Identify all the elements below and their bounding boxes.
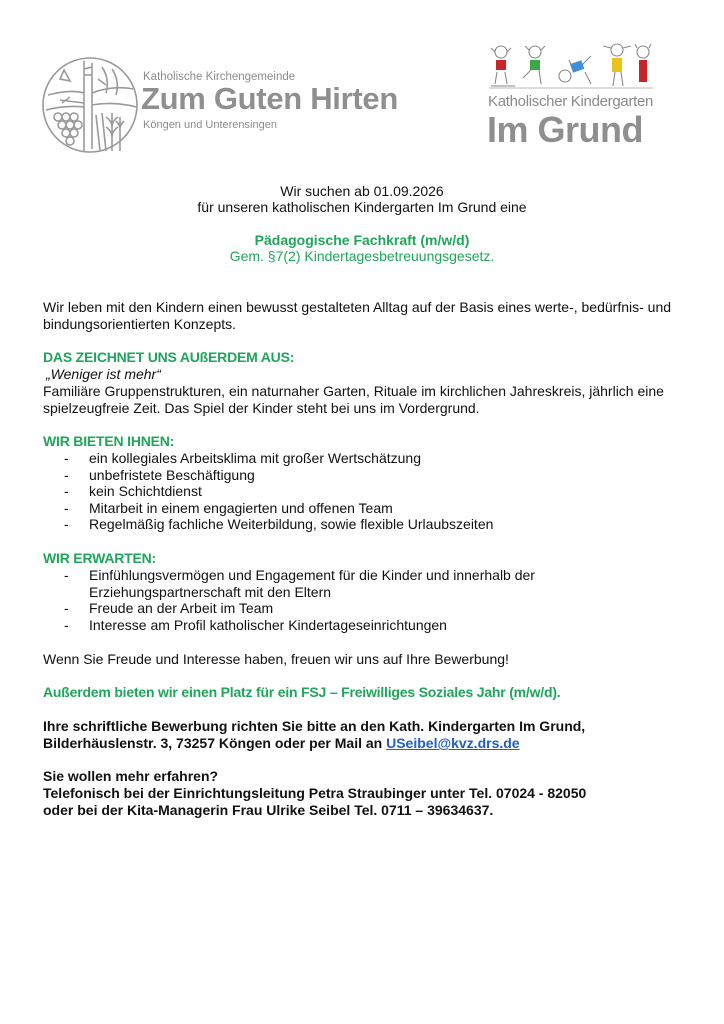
expect-item-text: Freude an der Arbeit im Team [89,600,274,617]
dash-bullet: - [64,600,69,617]
dash-bullet: - [64,450,69,466]
expect-item [43,617,583,634]
parish-logo [40,55,400,155]
dash-bullet: - [64,516,69,533]
email-link[interactable]: USeibel@kvz.drs.de [386,735,520,751]
intro-line-1: Wir suchen ab 01.09.2026 [280,183,444,199]
kindergarten-logo-name: Im Grund [487,109,643,150]
distinguishes-paragraph: Familiäre Gruppenstrukturen, ein naturnaher Garten, Rituale im kirchlichen Jahreskreis, jährlich eine spielzeugfreie Zeit. Das Spiel der Kinder steht bei uns im Vordergrund. [43,383,664,416]
distinguishes-heading: DAS ZEICHNET UNS AUßERDEM AUS: [43,349,295,365]
offer-item [43,483,683,500]
intro-line-2: für unseren katholischen Kindergarten Im Grund eine [197,199,527,215]
dash-bullet: - [64,616,69,633]
offer-item-text: unbefristete Beschäftigung [89,466,255,483]
expect-item [43,567,583,600]
offer-item [43,467,683,484]
offer-item [43,450,683,467]
position-legal-basis: Gem. §7(2) Kindertagesbetreuungsgesetz. [229,248,495,264]
kindergarten-logo-line1: Katholischer Kindergarten [488,93,654,110]
kindergarten-logo [485,42,665,150]
about-paragraph: Wir leben mit den Kindern einen bewusst gestalteten Alltag auf der Basis eines werte-, bedürfnis- und bindungsorientierten Konzepts. [43,299,672,332]
expect-list [43,567,583,633]
offer-heading: WIR BIETEN IHNEN: [43,433,175,449]
application-address: Bilderhäuslenstr. 3, 73257 Köngen oder per Mail an [43,735,387,751]
application-line-1: Ihre schriftliche Bewerbung richten Sie bitte an den Kath. Kindergarten Im Grund, [43,718,586,734]
offer-item-text: ein kollegiales Arbeitsklima mit großer Wertschätzung [89,450,421,466]
parish-logo-location: Köngen und Unterensingen [143,119,277,131]
contact-line-2: oder bei der Kita-Managerin Frau Ulrike Seibel Tel. 0711 – 39634637. [43,802,494,818]
parish-seal-icon [40,55,140,155]
dash-bullet: - [64,499,69,516]
expect-item [43,600,583,617]
motto: „Weniger ist mehr“ [46,366,161,382]
offer-item [43,516,683,533]
more-info-question: Sie wollen mehr erfahren? [43,768,219,784]
offer-item-text: Regelmäßig fachliche Weiterbildung, sowie flexible Urlaubszeiten [89,516,494,533]
application-line-2 [43,735,683,752]
dash-bullet: - [64,483,69,500]
parish-logo-line1: Katholische Kirchengemeinde [143,71,296,83]
invitation-text: Wenn Sie Freude und Interesse haben, freuen wir uns auf Ihre Bewerbung! [43,651,509,667]
parish-logo-name: Zum Guten Hirten [141,81,398,116]
contact-line-1: Telefonisch bei der Einrichtungsleitung Petra Straubinger unter Tel. 07024 - 82050 [43,785,587,801]
dash-bullet: - [64,466,69,483]
expect-item-text: Interesse am Profil katholischer Kindertageseinrichtungen [89,616,447,633]
position-title: Pädagogische Fachkraft (m/w/d) [254,232,470,248]
offer-item [43,500,683,517]
expect-item-text: Einfühlungsvermögen und Engagement für die Kinder und innerhalb der Erziehungspartnerschaft mit den Eltern [89,567,535,600]
offer-item-text: Mitarbeit in einem engagierten und offenen Team [89,499,393,516]
dash-bullet: - [64,567,69,583]
children-figures-icon [485,42,655,92]
offer-list [43,450,683,533]
offer-item-text: kein Schichtdienst [89,483,202,500]
expect-heading: WIR ERWARTEN: [43,550,157,566]
fsj-offer: Außerdem bieten wir einen Platz für ein FSJ – Freiwilliges Soziales Jahr (m/w/d). [43,684,561,700]
